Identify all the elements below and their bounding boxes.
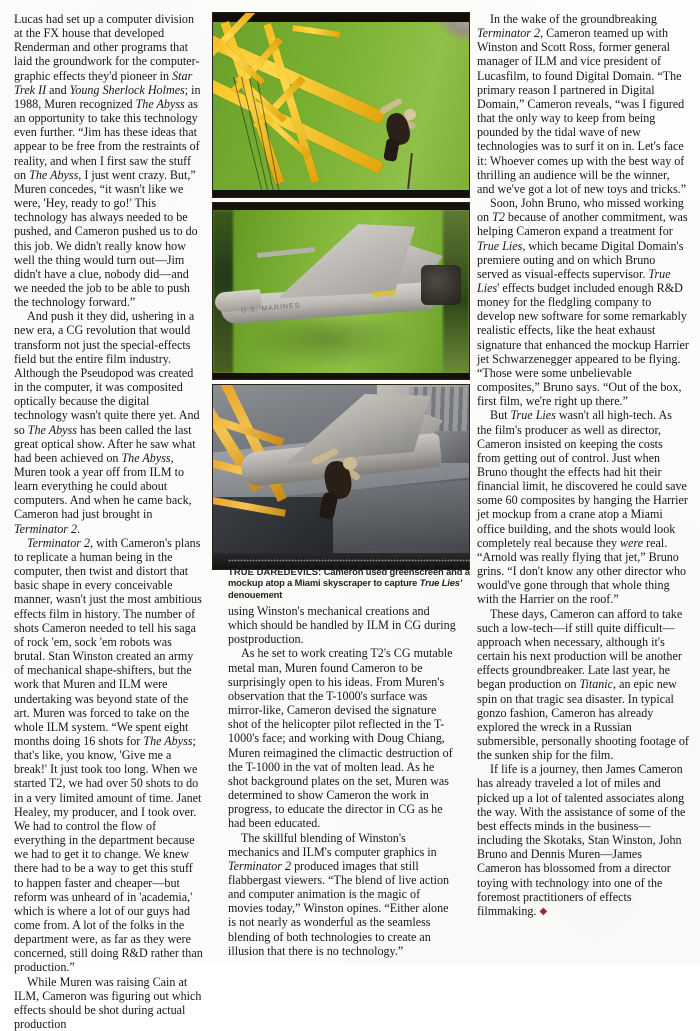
caption-rule-top <box>228 559 470 562</box>
caption-film-title: True Lies' <box>419 577 462 589</box>
paragraph: While Muren was raising Cain at ILM, Cameron was figuring out which effects should be shot during actual production <box>14 974 202 1031</box>
paragraph: But True Lies wasn't all high-tech. As the film's producer as well as director, Cameron insisted on keeping the costs from getting out of control. Just when Bruno thought the effects had hit their financial limit, he discovered he could save some 60 composites by hanging the Harrier jet mockup from a crane atop a Miami office building, and the shots would look completely real because they were real. “Arnold was really flying that jet,” Bruno grins. “I don't know any other director who would've gone through that whole thing with the Harrier on the roof.” <box>477 408 688 607</box>
photo-caption-block <box>228 566 470 600</box>
photo-greenscreen-harrier-mockup <box>212 202 470 380</box>
paragraph: As he set to work creating T2's CG mutable metal man, Muren found Cameron to be surprisingly open to his ideas. From Muren's observation that the T-1000's surface was mirror-like, Cameron devised the signature shot of the helicopter pilot reflected in the T-1000's face; and working with Doug Chiang, Muren reimagined the climactic destruction of the T-1000 in the vat of molten lead. As he shot background plates on the set, Muren was determined to show Cameron the work in progress, to educate the director in CG as he had been educated. <box>228 646 453 831</box>
jet-engine-nozzle <box>421 265 461 305</box>
photo-strip <box>212 12 470 572</box>
paragraph: using Winston's mechanical creations and which should be handled by ILM in CG during postproduction. <box>228 604 456 647</box>
paragraph: Terminator 2, with Cameron's plans to replicate a human being in the computer, then twist and distort that basic shape in every conceivable manner, wasn't just the most ambitious effects film in history. The number of shots Cameron needed to tell his saga of rock 'em, sock 'em robots was brutal. Stan Winston created an army of mechanical shape-shifters, but the work that Muren and ILM were undertaking was beyond state of the art. Muren was forced to take on the whole ILM system. “We spent eight months doing 16 shots for The Abyss; that's like, you know, 'Give me a break!' It just took too long. When we started T2, we had over 50 shots to do in a very limited amount of time. Janet Healey, my producer, and I took over. We had to control the flow of everything in the department because we had to get it to change. We knew there had to be a way to get this stuff to happen faster and cheaper—but reform was unheard of in 'academia,' which is where a lot of our guys had come from. A lot of the folks in the department were, as far as they were concerned, still doing R&D rather than production.” <box>14 535 203 975</box>
photo-greenscreen-crane-stuntman <box>212 12 470 198</box>
paragraph: If life is a journey, then James Cameron has already traveled a lot of miles and picked up a lot of talented associates along the way. With the assistance of some of the best effects minds in the business—including the Skotaks, Stan Winston, John Bruno and Dennis Muren—James Cameron has blossomed from a director toying with technology into one of the foremost practitioners of effects filmmaking. ◆ <box>477 762 686 918</box>
right-text-column <box>477 12 689 919</box>
paragraph: The skillful blending of Winston's mechanics and ILM's computer graphics in Terminator 2 produced images that still flabbergast viewers. “The blend of live action and computer animation is the magic of movies today,” Winston opines. “Either alone is not nearly as wonderful as the seamless blending of both technologies to create an illusion that there is no technology.” <box>228 830 450 958</box>
photo-caption <box>228 566 470 600</box>
stuntman-figure <box>309 445 371 519</box>
stuntman-figure <box>373 99 425 161</box>
figure-arm <box>379 97 403 114</box>
paragraph: Soon, John Bruno, who missed working on T2 because of another commitment, was helping Cameron expand a treatment for True Lies, which became Digital Domain's premiere outing and on which Bruno served as visual-effects supervisor. True Lies' effects budget included enough R&D money for the fledgling company to develop new software for some remarkably realistic effects, like the heat exhaust signature that enhanced the mockup Harrier jet Schwarzenegger appeared to be flying. “Those were some unbelievable composites,” Bruno says. “Out of the box, first film, we're right up there.” <box>477 196 689 409</box>
figure-head <box>404 109 416 120</box>
jet-shadow <box>243 321 413 367</box>
caption-body-1: Cameron used greenscreen and a mockup atop a Miami skyscraper to capture <box>228 566 470 589</box>
figure-head <box>343 457 357 470</box>
film-edge-top <box>213 203 469 210</box>
paragraph: Lucas had set up a computer division at the FX house that developed Renderman and other programs that laid the groundwork for the computer-graphic effects they'd pioneer in Star Trek II and Young Sherlock Holmes; in 1988, Muren recognized The Abyss as an opportunity to take this technology even further. “Jim has these ideas that appear to be free from the restraints of reality, and when I first saw the stuff on The Abyss, I just went crazy. But,” Muren concedes, “it wasn't like we were, 'Hey, ready to go!' This technology has always needed to be pushed, and Cameron pushed us to do this job. We didn't really know how well the thing would turn out—Jim didn't have a clue, nobody did—and we needed the job to be able to push the technology forward.” <box>14 12 201 310</box>
jet-fuselage-lettering: U.S. MARINES <box>240 302 301 315</box>
paragraph: In the wake of the groundbreaking Terminator 2, Cameron teamed up with Winston and Scott Ross, former general manager of ILM and vice president of Lucasfilm, to found Digital Domain. “The primary reason I partnered in Digital Domain,” Cameron reveals, “was I figured that the only way to keep from being pounded by the tidal wave of new technologies was to surf it on in. Let's face it: Whoever comes up with the best way of thrilling an audience will be the winner, and we've got a lot of new toys and tricks.” <box>477 12 687 196</box>
figure-leg <box>383 138 400 162</box>
caption-body-2: denouement <box>228 588 283 600</box>
photo-composited-miami-rooftop <box>212 384 470 570</box>
film-edge-bottom <box>213 190 469 197</box>
caption-lede: TRUE DAREDEVILS: <box>228 566 322 577</box>
middle-text-column <box>228 604 457 958</box>
film-edge-bottom <box>213 373 469 379</box>
left-text-column <box>14 12 204 1031</box>
paragraph: These days, Cameron can afford to take such a low-tech—if still quite difficult—approach when necessary, although it's certain his next production will be another effects groundbreaker. Late last year, he began production on Titanic, an epic new spin on that tragic sea disaster. In typical gonzo fashion, Cameron has already explored the wreck in a Russian submersible, personally shooting footage of the sunken ship for the film. <box>477 606 689 763</box>
figure-leg <box>318 492 338 521</box>
paragraph: And push it they did, ushering in a new era, a CG revolution that would transform not just the special-effects field but the entire film industry. Although the Pseudopod was created in the computer, it was composited optically because the digital technology wasn't quite there yet. And so The Abyss has been called the last great optical show. After he saw what had been achieved on The Abyss, Muren took a year off from ILM to learn everything he could about computers. And when he came back, Cameron had just brought in Terminator 2. <box>14 309 200 536</box>
